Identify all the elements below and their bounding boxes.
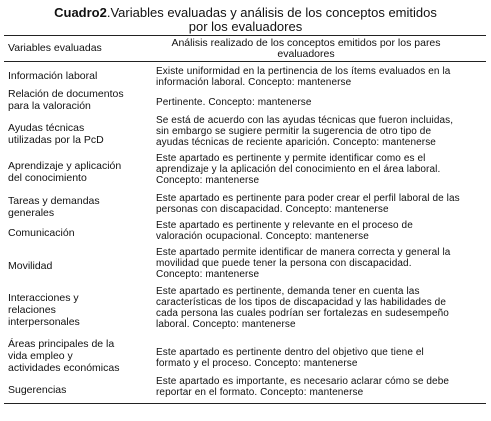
analysis-text: Este apartado es pertinente para poder crear el perfil laboral de las	[156, 193, 460, 204]
variable-text: Movilidad	[8, 260, 53, 272]
variable-text: Tareas y demandas	[8, 195, 100, 207]
analysis-text: valoración ocupacional. Concepto: mantenerse	[156, 231, 369, 242]
variable-text: Ayudas técnicas	[8, 122, 85, 134]
caption-line-1	[0, 6, 491, 20]
variable-text: del conocimiento	[8, 172, 87, 184]
analysis-cell	[156, 247, 488, 280]
variable-text: Relación de documentos	[8, 88, 124, 100]
variable-text: Aprendizaje y aplicación	[8, 160, 122, 172]
analysis-cell	[156, 286, 488, 330]
variable-cell	[8, 70, 148, 82]
variable-cell	[8, 260, 148, 272]
analysis-cell	[156, 347, 488, 369]
variable-text: Áreas principales de la	[8, 338, 115, 350]
variable-text: Interacciones y	[8, 292, 79, 304]
analysis-text: Concepto: mantenerse	[156, 175, 260, 186]
column-header-analysis	[156, 38, 456, 60]
caption-line-2: por los evaluadores	[188, 19, 303, 34]
analysis-text: Este apartado es pertinente y permite identificar como es el	[156, 153, 426, 164]
analysis-cell	[156, 66, 488, 88]
variable-text: Sugerencias	[8, 384, 67, 396]
analysis-text: Se está de acuerdo con las ayudas técnicas que fueron incluidas,	[156, 115, 454, 126]
variable-text: utilizadas por la PcD	[8, 134, 104, 146]
variable-cell	[8, 88, 148, 112]
analysis-text: Pertinente. Concepto: mantenerse	[156, 97, 312, 108]
analysis-text: formato y el proceso. Concepto: mantenerse	[156, 358, 358, 369]
analysis-cell	[156, 153, 488, 186]
analysis-text: aprendizaje y la aplicación del conocimiento en el área laboral.	[156, 164, 441, 175]
variable-text: vida empleo y	[8, 350, 73, 362]
analysis-text: reportar en el formato. Concepto: mantenerse	[156, 387, 364, 398]
analysis-text: Este apartado es importante, es necesario aclarar cómo se debe	[156, 376, 450, 387]
analysis-cell	[156, 115, 488, 148]
analysis-cell	[156, 97, 488, 108]
variable-cell	[8, 384, 148, 396]
analysis-text: laboral. Concepto: mantenerse	[156, 319, 296, 330]
analysis-text: Este apartado es pertinente dentro del objetivo que tiene el	[156, 347, 424, 358]
variable-text: generales	[8, 207, 55, 219]
variable-cell	[8, 292, 148, 328]
analysis-cell	[156, 220, 488, 242]
analysis-text: ayudas técnicas de reciente aparición. Concepto: mantenerse	[156, 137, 436, 148]
analysis-text: personas con discapacidad. Concepto: mantenerse	[156, 204, 389, 215]
analysis-text: información laboral. Concepto: mantenerse	[156, 77, 352, 88]
column-header-analysis-line: Análisis realizado de los conceptos emitidos por los pares	[171, 37, 441, 49]
analysis-text: características de los tipos de discapacidad y las habilidades de	[156, 297, 446, 308]
caption-text: .Variables evaluadas y análisis de los conceptos emitidos	[106, 5, 437, 20]
variable-cell	[8, 195, 148, 219]
analysis-text: Este apartado es pertinente y relevante en el proceso de	[156, 220, 413, 231]
variable-cell	[8, 160, 148, 184]
analysis-text: cada persona las cuales podrían ser fortalezas en sudesempeño	[156, 308, 449, 319]
analysis-text: movilidad que puede tener la persona con discapacidad.	[156, 258, 412, 269]
header-rule	[4, 61, 486, 62]
analysis-text: Concepto: mantenerse	[156, 269, 260, 280]
variable-text: para la valoración	[8, 100, 91, 112]
variable-cell	[8, 338, 148, 374]
analysis-text: Este apartado permite identificar de manera correcta y general la	[156, 247, 451, 258]
analysis-cell	[156, 193, 488, 215]
variable-text: Información laboral	[8, 70, 98, 82]
caption-label: Cuadro2	[54, 5, 107, 20]
analysis-cell	[156, 376, 488, 398]
table-bottom-rule	[4, 403, 486, 404]
analysis-text: Este apartado es pertinente, demanda tener en cuenta las	[156, 286, 420, 297]
variable-cell	[8, 227, 148, 239]
variable-cell	[8, 122, 148, 146]
variable-text: Comunicación	[8, 227, 75, 239]
analysis-text: sin embargo se sugiere permitir la sugerencia de otro tipo de	[156, 126, 432, 137]
analysis-text: Existe uniformidad en la pertinencia de los ítems evaluados en la	[156, 66, 451, 77]
variable-text: interpersonales	[8, 316, 80, 328]
table-caption	[0, 6, 491, 34]
column-header-analysis-line: evaluadores	[277, 48, 335, 60]
column-header-variables: Variables evaluadas	[8, 42, 102, 54]
table-top-rule	[4, 35, 486, 36]
variable-text: relaciones	[8, 304, 56, 316]
variable-text: actividades económicas	[8, 362, 120, 374]
